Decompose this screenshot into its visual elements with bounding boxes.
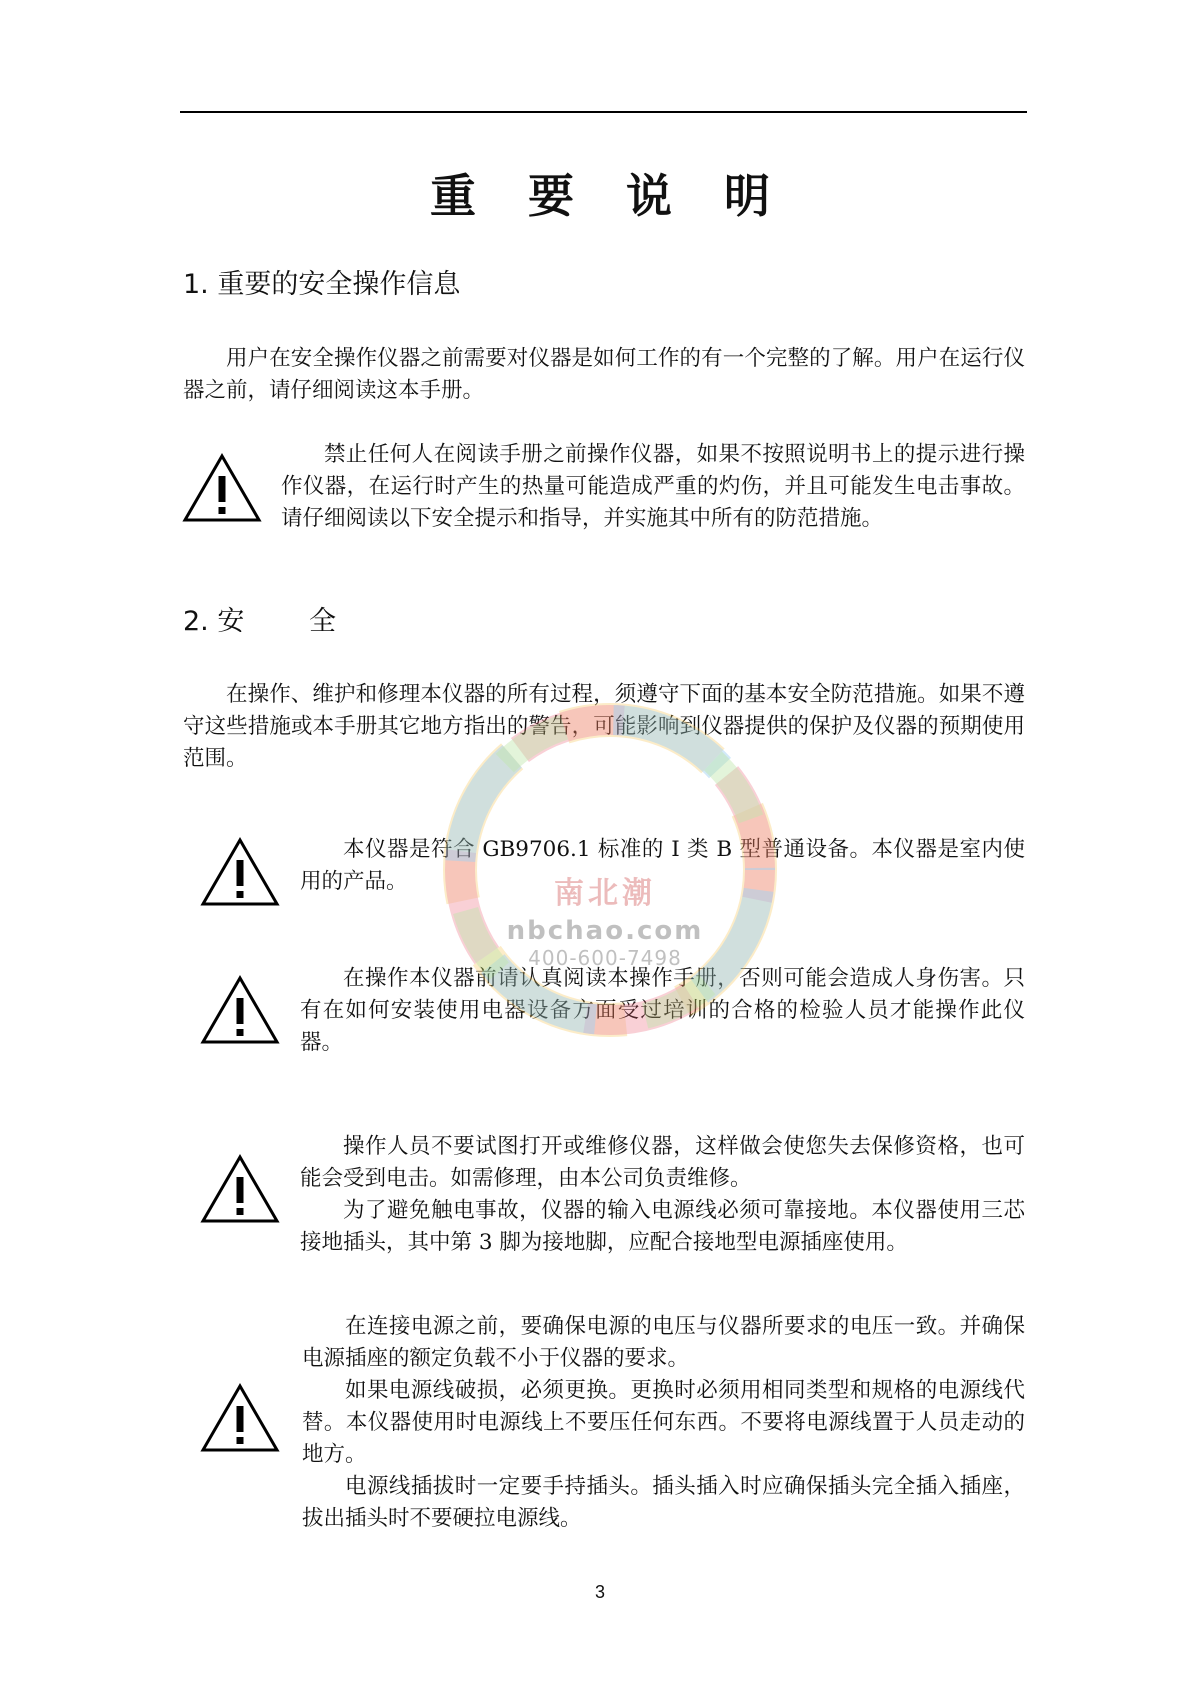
warning-triangle-icon [200, 974, 280, 1046]
section-2-number: 2. [183, 606, 209, 637]
warning-4-text-1: 在连接电源之前，要确保电源的电压与仪器所要求的电压一致。并确保电源插座的额定负载不小于仪器的要求。 [302, 1314, 1025, 1371]
page-title: 重 要 说 明 [429, 169, 789, 223]
warning-2-text: 在操作本仪器前请认真阅读本操作手册，否则可能会造成人身伤害。只有在如何安装使用电器设备方面受过培训的合格的检验人员才能操作此仪器。 [300, 966, 1025, 1055]
warning-triangle-icon [200, 836, 280, 908]
watermark-cn: 南北潮 [554, 876, 656, 911]
section-1-warning [281, 439, 1025, 535]
warning-triangle-icon [200, 1382, 280, 1454]
section-1-number: 1. [183, 269, 209, 300]
section-1-warning-text: 禁止任何人在阅读手册之前操作仪器，如果不按照说明书上的提示进行操作仪器，在运行时产生的热量可能造成严重的灼伤，并且可能发生电击事故。请仔细阅读以下安全提示和指导，并实施其中所有的防范措施。 [281, 442, 1025, 531]
page-number: 3 [594, 1582, 605, 1602]
warning-1-block [300, 834, 1025, 898]
watermark-site: nbchao.com [506, 916, 704, 946]
section-1-heading [183, 267, 460, 303]
watermark-phone: 400-600-7498 [528, 946, 682, 970]
section-2-title: 安 全 [217, 606, 364, 637]
warning-1-text: 本仪器是符合 GB9706.1 标准的 I 类 B 型普通设备。本仪器是室内使用的产品。 [300, 837, 1025, 894]
section-2-intro [183, 679, 1025, 775]
warning-3-block [300, 1131, 1025, 1259]
section-1-intro [183, 343, 1025, 407]
warning-3-text-1: 操作人员不要试图打开或维修仪器，这样做会使您失去保修资格，也可能会受到电击。如需修理，由本公司负责维修。 [300, 1134, 1025, 1191]
warning-4-text-3: 电源线插拔时一定要手持插头。插头插入时应确保插头完全插入插座，拔出插头时不要硬拉电源线。 [302, 1474, 1025, 1531]
section-1-intro-text: 用户在安全操作仪器之前需要对仪器是如何工作的有一个完整的了解。用户在运行仪器之前，请仔细阅读这本手册。 [183, 346, 1025, 403]
section-1-title: 重要的安全操作信息 [217, 269, 461, 300]
warning-4-block [302, 1311, 1025, 1535]
warning-2-block [300, 963, 1025, 1059]
warning-triangle-icon [182, 452, 262, 524]
warning-4-text-2: 如果电源线破损，必须更换。更换时必须用相同类型和规格的电源线代替。本仪器使用时电源线上不要压任何东西。不要将电源线置于人员走动的地方。 [302, 1378, 1025, 1467]
section-2-intro-text: 在操作、维护和修理本仪器的所有过程，须遵守下面的基本安全防范措施。如果不遵守这些措施或本手册其它地方指出的警告，可能影响到仪器提供的保护及仪器的预期使用范围。 [183, 682, 1025, 771]
warning-triangle-icon [200, 1153, 280, 1225]
warning-3-text-2: 为了避免触电事故，仪器的输入电源线必须可靠接地。本仪器使用三芯接地插头，其中第 3 脚为接地脚，应配合接地型电源插座使用。 [300, 1198, 1025, 1255]
header-rule [180, 111, 1027, 113]
section-2-heading [183, 604, 364, 640]
